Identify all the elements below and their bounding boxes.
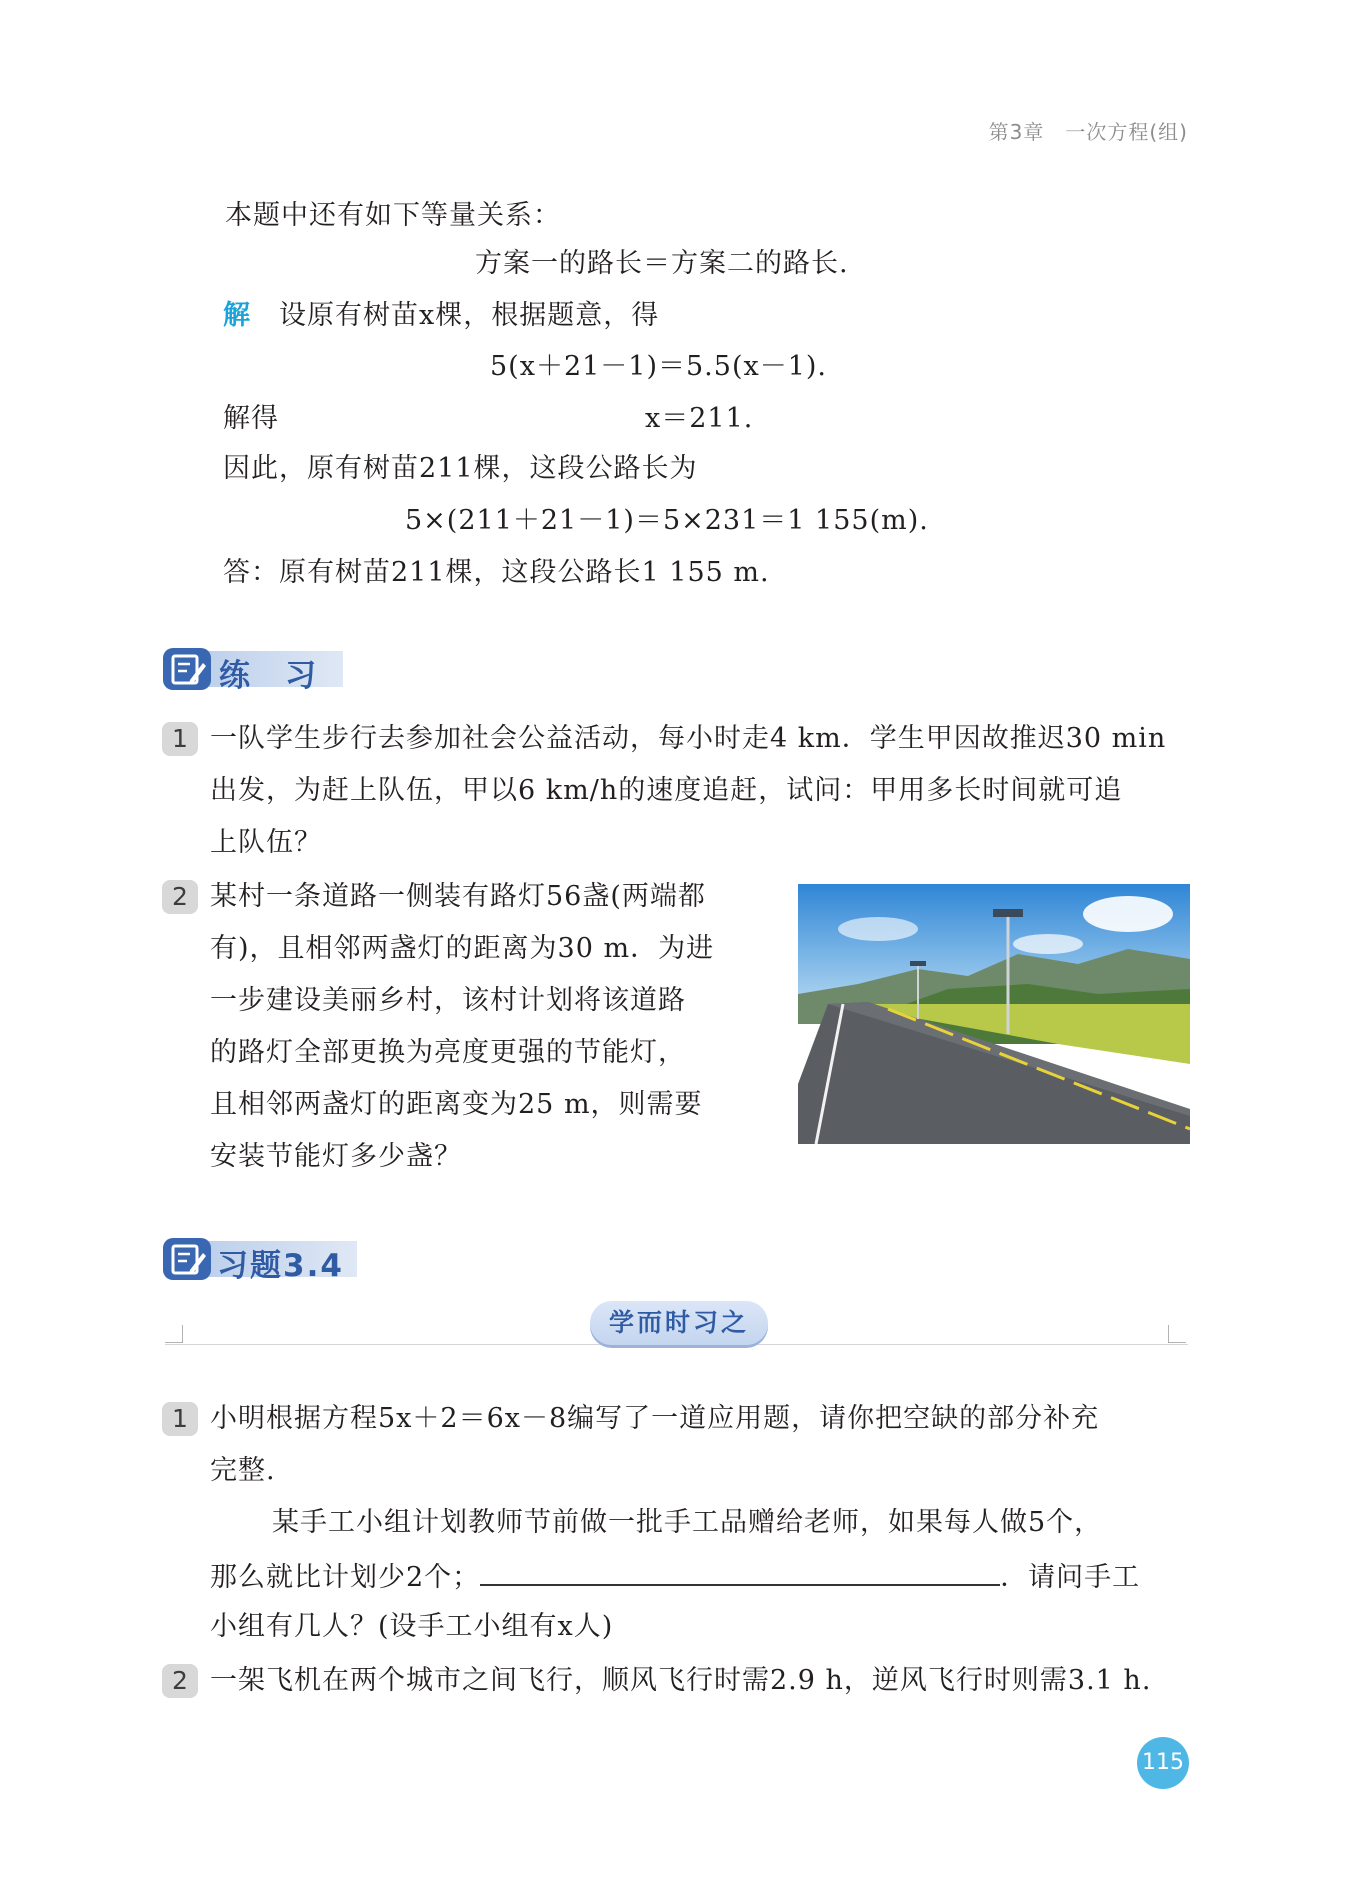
pencil-note-icon — [163, 648, 211, 690]
practice-2-line-5: 且相邻两盏灯的距离变为25 m，则需要 — [210, 1089, 703, 1120]
therefore-line: 因此，原有树苗211棵，这段公路长为 — [223, 453, 698, 484]
road-photo — [798, 884, 1190, 1144]
exercise-1-line-1: 小明根据方程5x＋2＝6x－8编写了一道应用题，请你把空缺的部分补充 — [210, 1403, 1100, 1434]
practice-1-number: 1 — [162, 722, 198, 756]
exercise-1-line-2: 完整. — [210, 1455, 276, 1486]
practice-2-line-1: 某村一条道路一侧装有路灯56盏(两端都 — [210, 881, 706, 912]
solution-line — [223, 299, 659, 333]
exercise-1-para-3: 小组有几人？(设手工小组有x人) — [210, 1611, 614, 1642]
solution-label: 解 — [223, 300, 251, 331]
para-2-before: 那么就比计划少2个； — [210, 1562, 481, 1593]
example-intro: 本题中还有如下等量关系： — [225, 200, 561, 231]
practice-2-line-2: 有)，且相邻两盏灯的距离为30 m．为进 — [210, 933, 715, 964]
practice-1-line-1: 一队学生步行去参加社会公益活动，每小时走4 km．学生甲因故推迟30 min — [210, 723, 1167, 754]
chapter-header: 第3章 一次方程(组) — [988, 120, 1188, 144]
corner-mark-left — [165, 1325, 183, 1343]
solve-label: 解得 — [223, 403, 279, 434]
practice-title: 练 习 — [219, 658, 318, 694]
corner-mark-right — [1168, 1325, 1186, 1343]
equation: 5(x＋21－1)＝5.5(x－1). — [490, 351, 828, 382]
answer-line: 答：原有树苗211棵，这段公路长1 155 m. — [223, 557, 770, 588]
calc-line: 5×(211＋21－1)＝5×231＝1 155(m). — [405, 505, 929, 536]
result: x＝211. — [645, 403, 754, 434]
practice-banner — [163, 648, 343, 694]
exercise-1-para-1: 某手工小组计划教师节前做一批手工品赠给老师，如果每人做5个， — [272, 1507, 1103, 1538]
para-2-after: ．请问手工 — [1000, 1562, 1141, 1593]
pencil-note-icon — [163, 1238, 211, 1280]
practice-2-number: 2 — [162, 880, 198, 914]
page-number-badge: 115 — [1137, 1737, 1189, 1789]
exercise-title: 习题3.4 — [217, 1248, 344, 1284]
solution-text: 设原有树苗x棵，根据题意，得 — [279, 300, 660, 331]
example-relation: 方案一的路长＝方案二的路长. — [475, 248, 849, 279]
fill-in-blank[interactable] — [480, 1558, 1000, 1586]
exercise-2-line-1: 一架飞机在两个城市之间飞行，顺风飞行时需2.9 h，逆风飞行时则需3.1 h. — [210, 1665, 1152, 1696]
exercise-2-number: 2 — [162, 1664, 198, 1698]
practice-2-line-6: 安装节能灯多少盏？ — [210, 1141, 462, 1172]
subsection-pill: 学而时习之 — [590, 1301, 768, 1345]
practice-2-line-4: 的路灯全部更换为亮度更强的节能灯， — [210, 1037, 686, 1068]
practice-1-line-3: 上队伍？ — [210, 827, 322, 858]
practice-2-line-3: 一步建设美丽乡村，该村计划将该道路 — [210, 985, 686, 1016]
exercise-1-number: 1 — [162, 1402, 198, 1436]
exercise-1-para-2 — [210, 1558, 1140, 1595]
exercise-banner — [163, 1238, 363, 1284]
practice-1-line-2: 出发，为赶上队伍，甲以6 km/h的速度追赶，试问：甲用多长时间就可追 — [210, 775, 1123, 806]
